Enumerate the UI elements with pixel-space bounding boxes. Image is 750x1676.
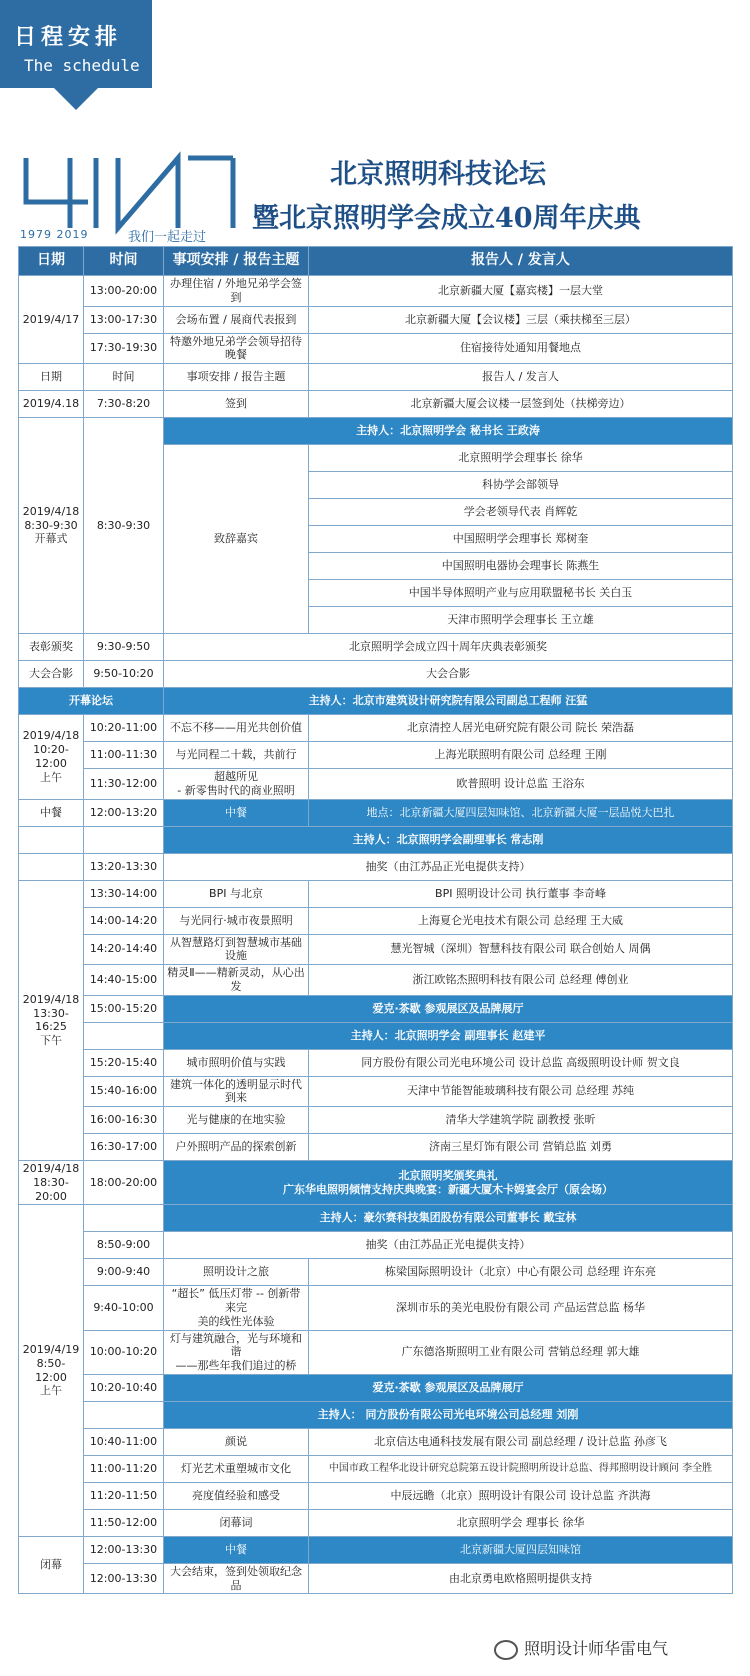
topic-cell: 从智慧路灯到智慧城市基础设施 [164,934,309,965]
topic-line: - 新零售时代的商业照明 [177,783,295,797]
host-cell: 主持人：北京市建筑设计研究院有限公司副总工程师 汪猛 [164,688,733,715]
time-cell: 9:00-9:40 [84,1259,164,1286]
date-line: 2019/4/18 [22,992,80,1006]
time-cell: 11:00-11:20 [84,1455,164,1482]
speaker-cell: 上海光联照明有限公司 总经理 王刚 [309,742,733,769]
speaker-cell: 由北京勇电欧格照明提供支持 [309,1563,733,1594]
banner-title: 日程安排 [14,24,123,50]
subheader-date: 日期 [19,364,84,391]
speaker-cell: BPI 照明设计公司 执行董事 李奇峰 [309,880,733,907]
topic-cell: 中餐 [164,799,309,826]
table-row [19,1509,733,1536]
time-cell: 12:00-13:30 [84,1536,164,1563]
table-row [19,1134,733,1161]
speaker-cell: 浙江欧铭杰照明科技有限公司 总经理 傅创业 [309,965,733,996]
speaker-cell: 北京照明学会 理事长 徐华 [309,1509,733,1536]
time-cell: 18:00-20:00 [84,1161,164,1205]
host-cell: 主持人：北京照明学会 秘书长 王政涛 [164,418,733,445]
table-row [19,1049,733,1076]
speaker-cell: 中辰远瞻（北京）照明设计有限公司 设计总监 齐洪海 [309,1482,733,1509]
date-cell [19,715,84,800]
table-row [19,769,733,800]
time-cell: 14:20-14:40 [84,934,164,965]
speaker-cell: 住宿接待处通知用餐地点 [309,333,733,364]
speaker-cell: 广东德洛斯照明工业有限公司 营销总经理 郭大雄 [309,1330,733,1374]
watermark-text: 照明设计师华雷电气 [524,1639,669,1658]
empty-cell [84,1022,164,1049]
empty-cell [19,853,84,880]
topic-line: 美的线性光体验 [197,1314,275,1328]
table-row [19,306,733,333]
time-cell: 11:20-11:50 [84,1482,164,1509]
table-row [19,1161,733,1205]
section-label: 开幕论坛 [19,688,164,715]
speaker-cell: 欧普照明 设计总监 王浴东 [309,769,733,800]
date-line: 10:20-12:00 [33,743,69,770]
topic-cell: 与光同行·城市夜景照明 [164,907,309,934]
time-cell: 16:30-17:00 [84,1134,164,1161]
date-cell: 2019/4/17 [19,276,84,364]
break-cell: 爱克·茶歇 参观展区及品牌展厅 [164,995,733,1022]
time-cell: 7:30-8:20 [84,391,164,418]
time-cell: 16:00-16:30 [84,1107,164,1134]
time-cell: 15:40-16:00 [84,1076,164,1107]
table-row [19,799,733,826]
topic-cell: 签到 [164,391,309,418]
table-row [19,826,733,853]
speaker-cell: 济南三星灯饰有限公司 营销总监 刘勇 [309,1134,733,1161]
event-title: 北京照明科技论坛 [330,159,546,190]
speaker-cell: 北京新疆大厦【会议楼】三层（乘扶梯至三层） [309,306,733,333]
topic-cell: 颜说 [164,1428,309,1455]
date-line: 下午 [40,1034,62,1047]
topic-cell: 照明设计之旅 [164,1259,309,1286]
empty-cell [84,1205,164,1232]
time-cell: 15:20-15:40 [84,1049,164,1076]
topic-cell: 致辞嘉宾 [164,445,309,634]
empty-cell [84,826,164,853]
table-row [19,907,733,934]
header-speaker: 报告人 / 发言人 [309,247,733,276]
date-cell [19,418,84,634]
schedule-table [18,246,733,1594]
time-cell: 9:50-10:20 [84,661,164,688]
table-row [19,634,733,661]
speaker-cell: 北京信达电通科技发展有限公司 副总经理 / 设计总监 孙彦飞 [309,1428,733,1455]
date-line: 2019/4/19 [22,1343,80,1356]
topic-cell: 闭幕词 [164,1509,309,1536]
table-row [19,1259,733,1286]
speaker-cell: 中国照明学会理事长 郑树奎 [309,526,733,553]
host-cell: 主持人：北京照明学会 副理事长 赵建平 [164,1022,733,1049]
time-cell: 8:30-9:30 [84,418,164,634]
topic-line: ——那些年我们追过的桥 [175,1359,297,1372]
topic-cell: 精灵Ⅱ——精新灵动，从心出发 [164,965,309,996]
topic-cell: 会场布置 / 展商代表报到 [164,306,309,333]
banner-pointer [54,88,98,110]
table-row [19,1076,733,1107]
date-cell: 闭幕 [19,1536,84,1594]
speaker-cell: 北京新疆大厦【嘉宾楼】一层大堂 [309,276,733,307]
time-cell: 17:30-19:30 [84,333,164,364]
time-cell: 13:00-17:30 [84,306,164,333]
table-row [19,1455,733,1482]
host-cell: 主持人： 同方股份有限公司光电环境公司总经理 刘刚 [164,1401,733,1428]
table-row [19,715,733,742]
topic-cell: 大会结束，签到处领取纪念品 [164,1563,309,1594]
speaker-cell: 深圳市乐的美光电股份有限公司 产品运营总监 杨华 [309,1286,733,1330]
table-row [19,1536,733,1563]
topic-cell: 中餐 [164,1536,309,1563]
table-row [19,1022,733,1049]
table-row [19,934,733,965]
time-cell: 9:30-9:50 [84,634,164,661]
time-cell: 13:30-14:00 [84,880,164,907]
subheader-speaker: 报告人 / 发言人 [309,364,733,391]
speaker-cell: 北京新疆大厦会议楼一层签到处（扶梯旁边） [309,391,733,418]
wechat-icon [494,1640,518,1660]
date-line: 2019/4/18 [22,504,80,518]
table-row [19,1374,733,1401]
time-cell: 15:00-15:20 [84,995,164,1022]
date-cell: 2019/4.18 [19,391,84,418]
date-cell: 大会合影 [19,661,84,688]
banquet-cell [164,1161,733,1205]
speaker-cell: 天津市照明学会理事长 王立雄 [309,607,733,634]
table-row [19,661,733,688]
speaker-cell: 北京照明学会理事长 徐华 [309,445,733,472]
topic-cell: 户外照明产品的探索创新 [164,1134,309,1161]
logo-slogan: 我们一起走过 [128,230,207,245]
topic-cell: 光与健康的在地实验 [164,1107,309,1134]
host-cell: 主持人：北京照明学会副理事长 常志刚 [164,826,733,853]
table-row [19,418,733,445]
date-line: 2019/4/18 [22,1162,80,1175]
header-time: 时间 [84,247,164,276]
table-row [19,1232,733,1259]
time-cell: 10:00-10:20 [84,1330,164,1374]
table-row [19,742,733,769]
time-cell: 10:20-11:00 [84,715,164,742]
watermark [494,1636,668,1660]
time-cell: 11:00-11:30 [84,742,164,769]
speaker-cell: 天津中节能智能玻璃科技有限公司 总经理 苏纯 [309,1076,733,1107]
table-row [19,1401,733,1428]
time-cell: 11:30-12:00 [84,769,164,800]
speaker-cell: 科协学会部领导 [309,472,733,499]
host-cell: 主持人：豪尔赛科技集团股份有限公司董事长 戴宝林 [164,1205,733,1232]
time-cell: 13:00-20:00 [84,276,164,307]
date-line: 8:30-9:30 [24,518,78,532]
table-row [19,965,733,996]
time-cell: 9:40-10:00 [84,1286,164,1330]
empty-cell [19,826,84,853]
date-line: 2019/4/18 [22,729,80,743]
speaker-cell: 中国半导体照明产业与应用联盟秘书长 关白玉 [309,580,733,607]
date-cell [19,880,84,1161]
table-row [19,1205,733,1232]
speaker-cell: 北京新疆大厦四层知味馆 [309,1536,733,1563]
date-line: 开幕式 [34,532,68,546]
speaker-cell: 学会老领导代表 肖辉乾 [309,499,733,526]
event-subtitle: 暨北京照明学会成立40周年庆典 [252,203,641,234]
topic-cell: BPI 与北京 [164,880,309,907]
topic-cell [164,1330,309,1374]
time-cell: 12:00-13:20 [84,799,164,826]
topic-cell [164,769,309,800]
topic-cell: 办理住宿 / 外地兄弟学会签到 [164,276,309,307]
table-row [19,1107,733,1134]
table-row [19,853,733,880]
speaker-cell: 同方股份有限公司光电环境公司 设计总监 高级照明设计师 贺文良 [309,1049,733,1076]
topic-cell: 大会合影 [164,661,733,688]
date-line: 上午 [40,1384,62,1398]
table-row [19,276,733,307]
time-cell: 13:20-13:30 [84,853,164,880]
topic-cell: 建筑一体化的透明显示时代到来 [164,1076,309,1107]
banquet-line: 广东华电照明倾情支持庆典晚宴：新疆大厦木卡姆宴会厅（原会场） [283,1182,613,1196]
speaker-cell: 北京清控人居光电研究院有限公司 院长 荣浩磊 [309,715,733,742]
subheader-topic: 事项安排 / 报告主题 [164,364,309,391]
time-cell: 8:50-9:00 [84,1232,164,1259]
banner-subtitle: The schedule [24,56,140,75]
subheader-time: 时间 [84,364,164,391]
time-cell: 10:20-10:40 [84,1374,164,1401]
topic-line: 灯与建筑融合，光与环境和谐 [170,1331,302,1359]
logo-years: 1979 2019 [20,228,89,241]
table-row [19,333,733,364]
time-cell: 12:00-13:30 [84,1563,164,1594]
speaker-cell: 中国照明电器协会理事长 陈燕生 [309,553,733,580]
date-line: 18:30-20:00 [33,1175,69,1203]
table-row [19,688,733,715]
topic-cell: 亮度值经验和感受 [164,1482,309,1509]
topic-cell: 城市照明价值与实践 [164,1049,309,1076]
time-cell: 10:40-11:00 [84,1428,164,1455]
table-row [19,391,733,418]
table-row [19,1330,733,1374]
date-cell [19,1161,84,1205]
table-row [19,880,733,907]
topic-cell: 抽奖（由江苏品正光电提供支持） [164,853,733,880]
table-row [19,1563,733,1594]
header-topic: 事项安排 / 报告主题 [164,247,309,276]
break-cell: 爱克·茶歇 参观展区及品牌展厅 [164,1374,733,1401]
date-cell [19,1205,84,1537]
speaker-cell: 地点：北京新疆大厦四层知味馆、北京新疆大厦一层品悦大巴扎 [309,799,733,826]
speaker-cell: 清华大学建筑学院 副教授 张昕 [309,1107,733,1134]
speaker-cell: 上海夏仑光电技术有限公司 总经理 王大威 [309,907,733,934]
banquet-line: 北京照明奖颁奖典礼 [398,1168,498,1182]
topic-line: “超长” 低压灯带 -- 创新带来完 [171,1287,301,1314]
speaker-cell: 慧光智城（深圳）智慧科技有限公司 联合创始人 周偶 [309,934,733,965]
topic-cell [164,1286,309,1330]
speaker-cell: 中国市政工程华北设计研究总院第五设计院照明所设计总监、得邦照明设计顾问 李全胜 [309,1455,733,1482]
header-date: 日期 [19,247,84,276]
table-row [19,995,733,1022]
speaker-cell: 栋梁国际照明设计（北京）中心有限公司 总经理 许东亮 [309,1259,733,1286]
date-cell: 表彰颁奖 [19,634,84,661]
topic-cell: 特邀外地兄弟学会领导招待晚餐 [164,333,309,364]
time-cell: 14:00-14:20 [84,907,164,934]
table-row [19,1428,733,1455]
topic-cell: 北京照明学会成立四十周年庆典表彰颁奖 [164,634,733,661]
topic-cell: 抽奖（由江苏品正光电提供支持） [164,1232,733,1259]
empty-cell [84,1401,164,1428]
date-line: 13:30-16:25 [33,1006,69,1034]
time-cell: 14:40-15:00 [84,965,164,996]
topic-cell: 灯光艺术重塑城市文化 [164,1455,309,1482]
date-cell: 中餐 [19,799,84,826]
topic-cell: 与光同程二十载，共前行 [164,742,309,769]
schedule-banner [0,0,152,88]
table-header-row [19,247,733,276]
topic-cell: 不忘不移——用光共创价值 [164,715,309,742]
subheader-row [19,364,733,391]
time-cell: 11:50-12:00 [84,1509,164,1536]
topic-line: 超越所见 [214,770,258,783]
date-line: 8:50-12:00 [35,1356,67,1384]
table-row [19,1482,733,1509]
table-row [19,1286,733,1330]
date-line: 上午 [40,770,62,784]
